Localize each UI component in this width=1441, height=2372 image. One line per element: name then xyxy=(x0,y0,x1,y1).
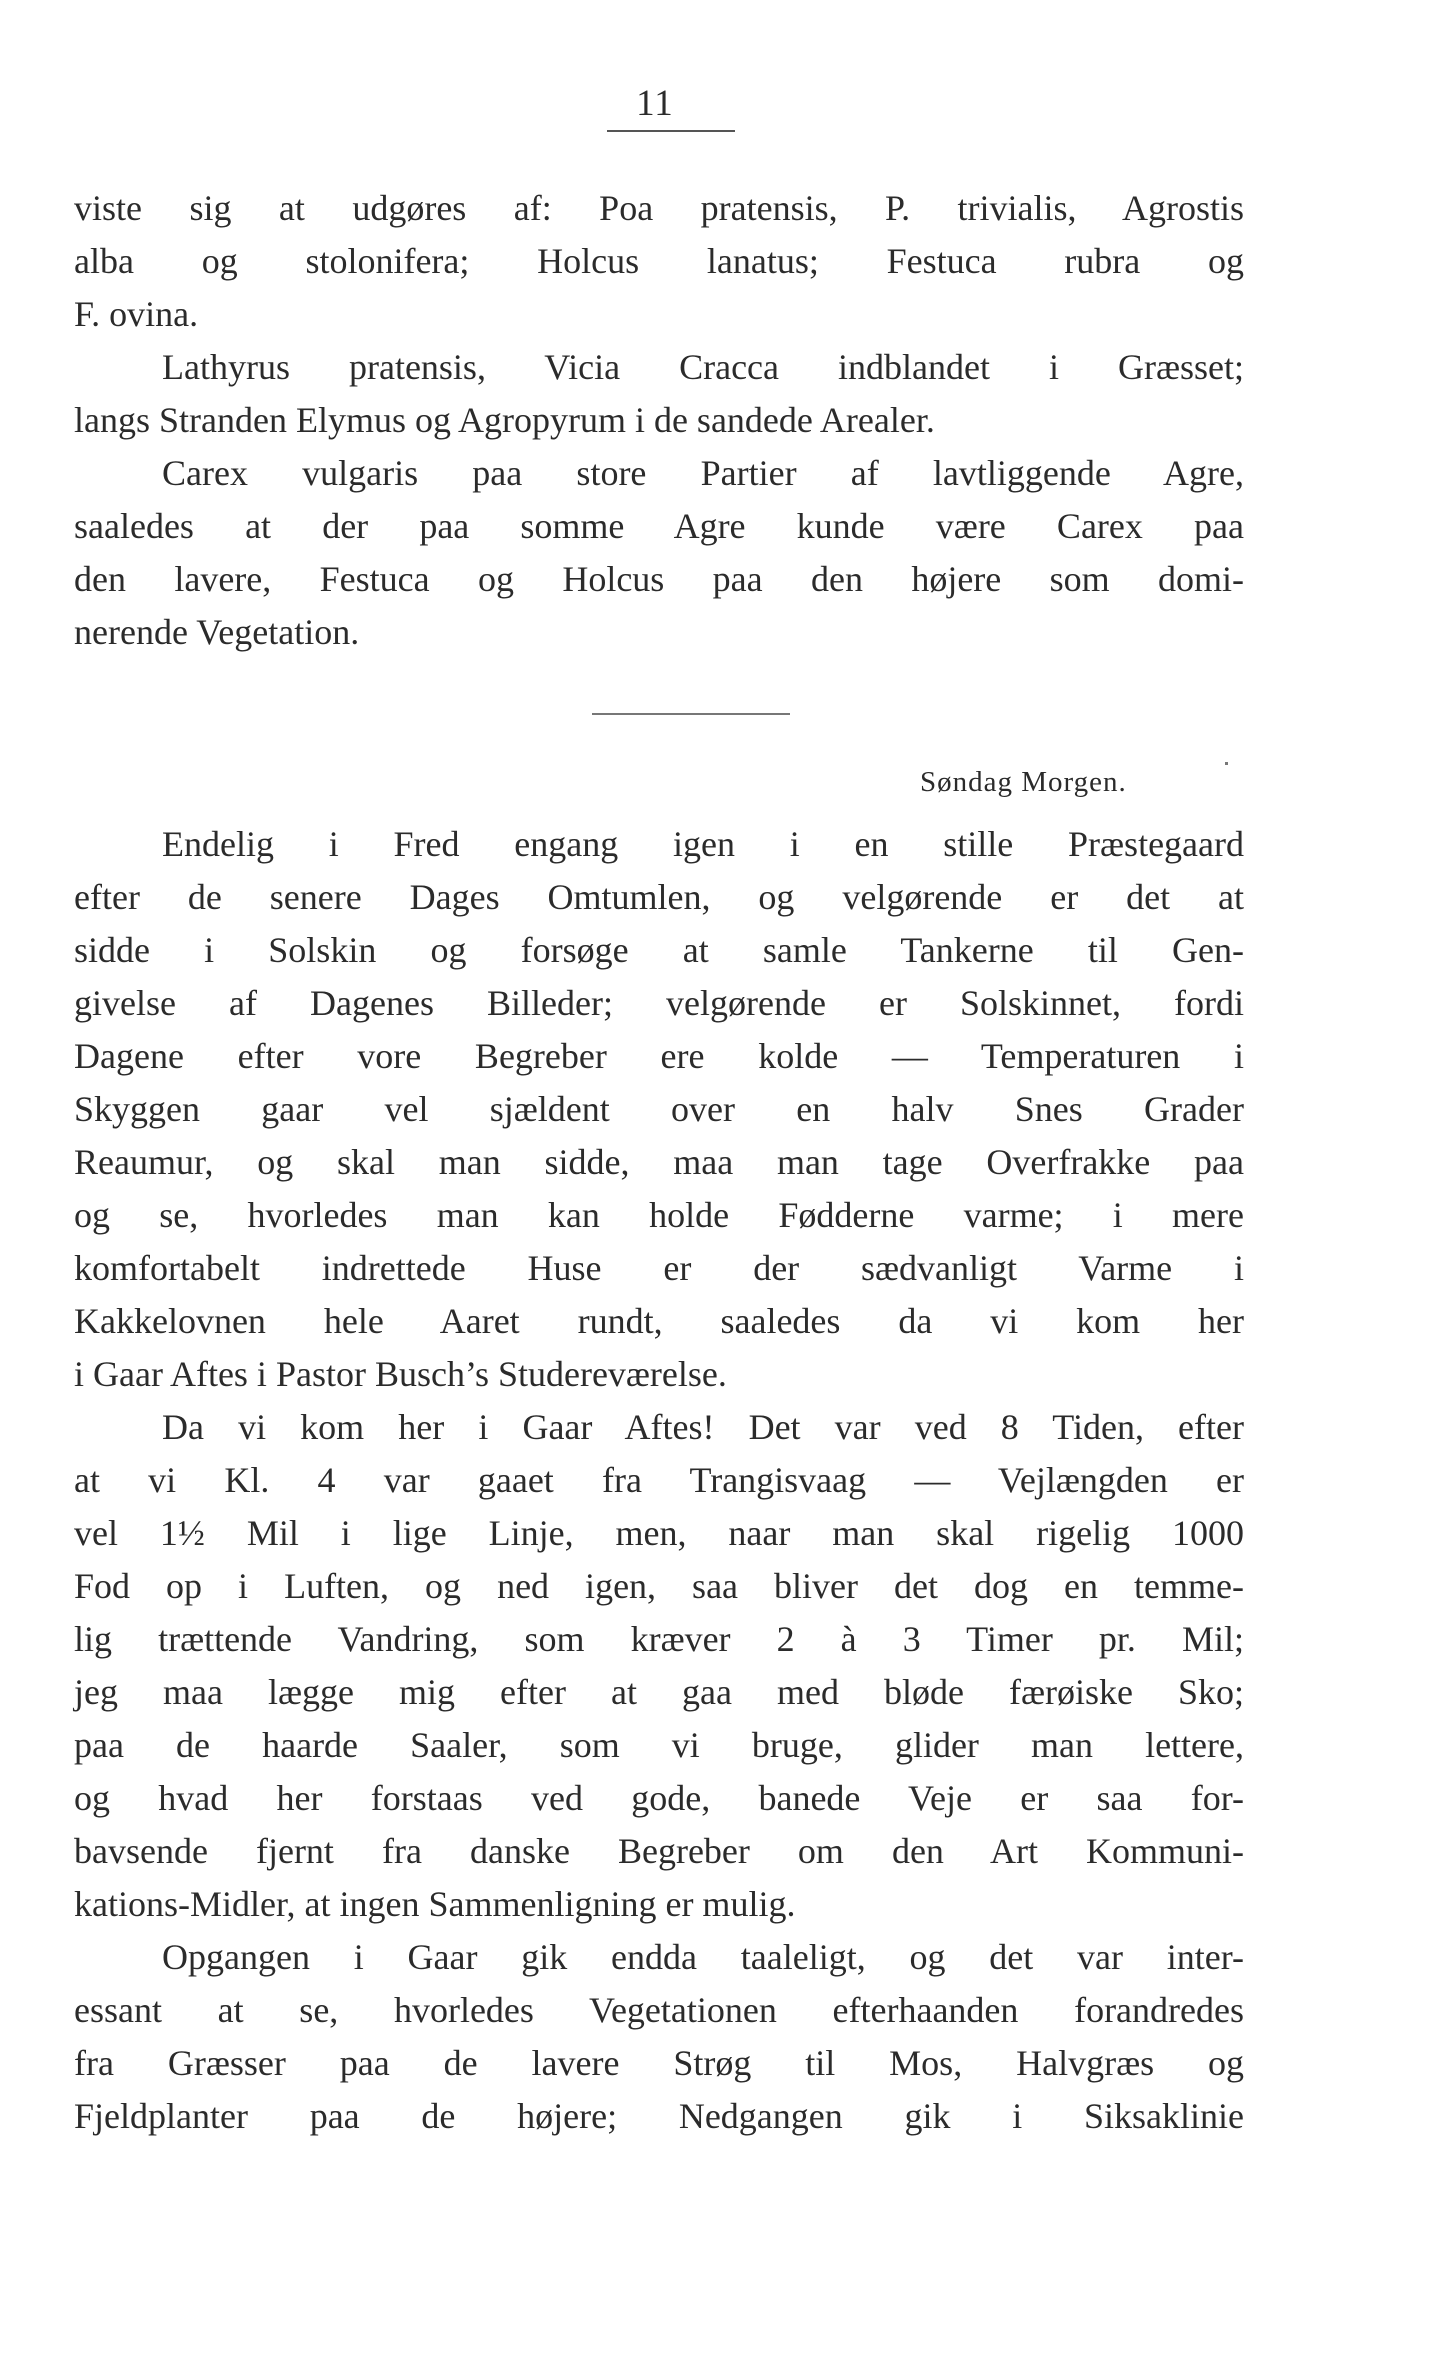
text-line: viste sig at udgøres af: Poa pratensis, P. trivialis, Agrostis xyxy=(74,188,1244,228)
text-line: Carex vulgaris paa store Partier af lavtliggende Agre, xyxy=(162,453,1244,493)
text-line: paa de haarde Saaler, som vi bruge, glider man lettere, xyxy=(74,1725,1244,1765)
text-line: den lavere, Festuca og Holcus paa den højere som domi- xyxy=(74,559,1244,599)
text-line: langs Stranden Elymus og Agropyrum i de sandede Arealer. xyxy=(74,400,935,440)
text-line: Fjeldplanter paa de højere; Nedgangen gik i Siksaklinie xyxy=(74,2096,1244,2136)
text-line: Da vi kom her i Gaar Aftes! Det var ved 8 Tiden, efter xyxy=(162,1407,1244,1447)
text-line: og hvad her forstaas ved gode, banede Veje er saa for- xyxy=(74,1778,1244,1818)
text-line: saaledes at der paa somme Agre kunde være Carex paa xyxy=(74,506,1244,546)
print-speck xyxy=(1225,762,1228,765)
text-line: lig trættende Vandring, som kræver 2 à 3 Timer pr. Mil; xyxy=(74,1619,1244,1659)
page-number-rule xyxy=(607,130,735,132)
text-line: Lathyrus pratensis, Vicia Cracca indblandet i Græsset; xyxy=(162,347,1244,387)
text-line: essant at se, hvorledes Vegetationen efterhaanden forandredes xyxy=(74,1990,1244,2030)
text-line: Reaumur, og skal man sidde, maa man tage Overfrakke paa xyxy=(74,1142,1244,1182)
text-line: givelse af Dagenes Billeder; velgørende er Solskinnet, fordi xyxy=(74,983,1244,1023)
text-line: bavsende fjernt fra danske Begreber om den Art Kommuni- xyxy=(74,1831,1244,1871)
text-line: kations-Midler, at ingen Sammenligning er mulig. xyxy=(74,1884,796,1924)
text-line: i Gaar Aftes i Pastor Busch’s Studereværelse. xyxy=(74,1354,727,1394)
section-divider xyxy=(592,713,790,715)
text-line: sidde i Solskin og forsøge at samle Tankerne til Gen- xyxy=(74,930,1244,970)
text-line: vel 1½ Mil i lige Linje, men, naar man skal rigelig 1000 xyxy=(74,1513,1244,1553)
page-number: 11 xyxy=(636,83,674,124)
main-paragraphs xyxy=(74,818,1244,2143)
text-line: Dagene efter vore Begreber ere kolde — Temperaturen i xyxy=(74,1036,1244,1076)
text-line: efter de senere Dages Omtumlen, og velgørende er det at xyxy=(74,877,1244,917)
text-line: Fod op i Luften, og ned igen, saa bliver det dog en temme- xyxy=(74,1566,1244,1606)
dateline: Søndag Morgen. xyxy=(920,766,1127,798)
text-line: nerende Vegetation. xyxy=(74,612,360,652)
text-line: at vi Kl. 4 var gaaet fra Trangisvaag — Vejlængden er xyxy=(74,1460,1244,1500)
text-line: F. ovina. xyxy=(74,294,199,334)
text-line: alba og stolonifera; Holcus lanatus; Festuca rubra og xyxy=(74,241,1244,281)
text-line: komfortabelt indrettede Huse er der sædvanligt Varme i xyxy=(74,1248,1244,1288)
text-line: Opgangen i Gaar gik endda taaleligt, og det var inter- xyxy=(162,1937,1244,1977)
text-line: Skyggen gaar vel sjældent over en halv Snes Grader xyxy=(74,1089,1244,1129)
text-line: Kakkelovnen hele Aaret rundt, saaledes da vi kom her xyxy=(74,1301,1244,1341)
text-line: fra Græsser paa de lavere Strøg til Mos, Halvgræs og xyxy=(74,2043,1244,2083)
top-paragraphs xyxy=(74,182,1244,659)
text-line: jeg maa lægge mig efter at gaa med bløde færøiske Sko; xyxy=(74,1672,1244,1712)
text-line: og se, hvorledes man kan holde Fødderne varme; i mere xyxy=(74,1195,1244,1235)
text-line: Endelig i Fred engang igen i en stille Præstegaard xyxy=(162,824,1244,864)
